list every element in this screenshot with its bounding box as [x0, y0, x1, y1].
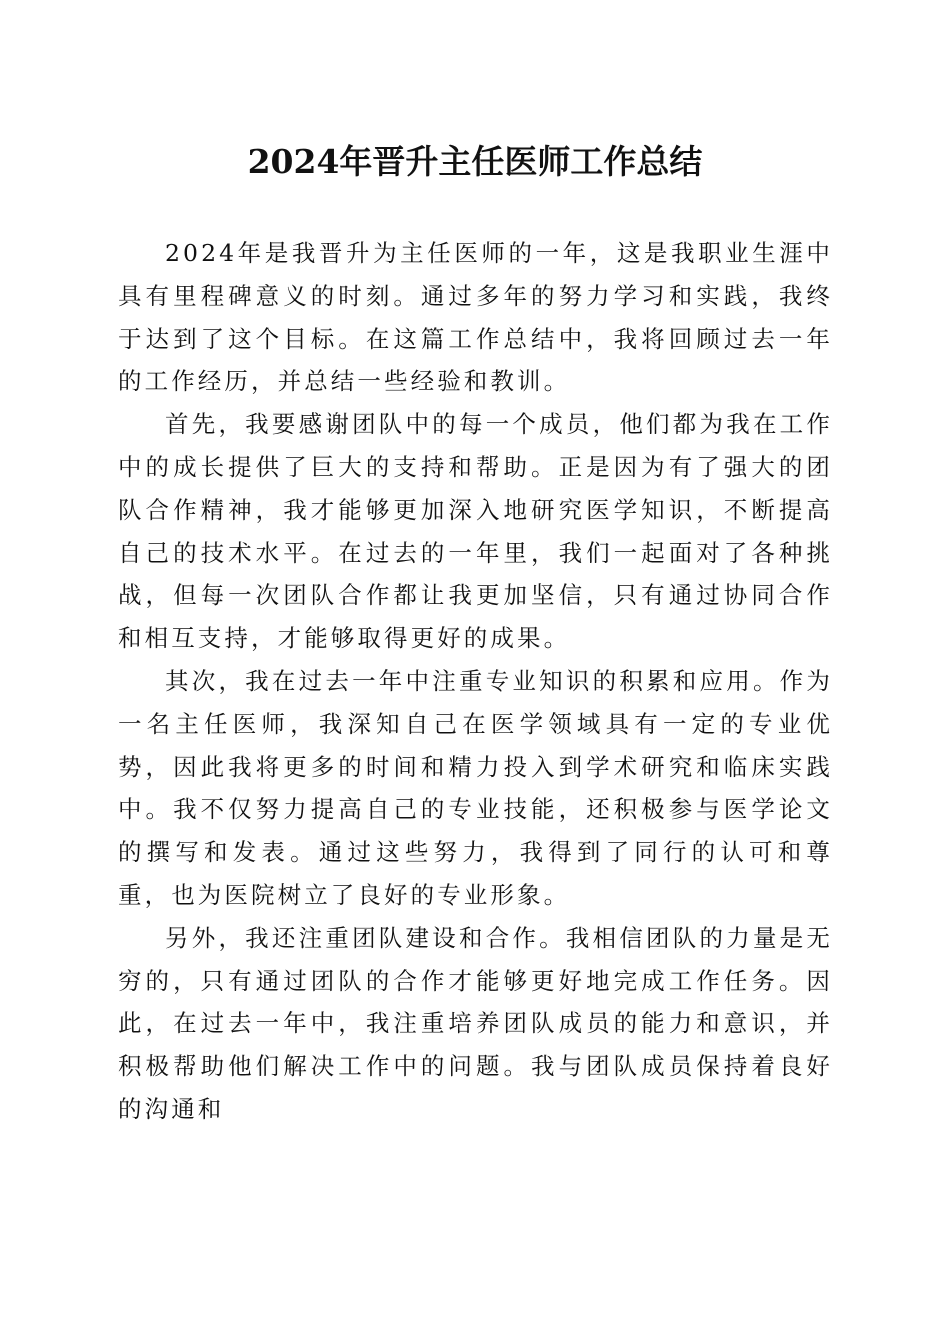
document-title: 2024年晋升主任医师工作总结 [247, 142, 703, 181]
paragraph-3: 其次，我在过去一年中注重专业知识的积累和应用。作为一名主任医师，我深知自己在医学领域具有一定的专业优势，因此我将更多的时间和精力投入到学术研究和临床实践中。我不仅努力提高自己的专业技能，还积极参与医学论文的撰写和发表。通过这些努力，我得到了同行的认可和尊重，也为医院树立了良好的专业形象。 [118, 666, 833, 909]
paragraph-4: 另外，我还注重团队建设和合作。我相信团队的力量是无穷的，只有通过团队的合作才能够更好地完成工作任务。因此，在过去一年中，我注重培养团队成员的能力和意识，并积极帮助他们解决工作中的问题。我与团队成员保持着良好的沟通和 [118, 923, 833, 1123]
paragraph-2: 首先，我要感谢团队中的每一个成员，他们都为我在工作中的成长提供了巨大的支持和帮助。正是因为有了强大的团队合作精神，我才能够更加深入地研究医学知识，不断提高自己的技术水平。在过去的一年里，我们一起面对了各种挑战，但每一次团队合作都让我更加坚信，只有通过协同合作和相互支持，才能够取得更好的成果。 [118, 410, 833, 653]
document-body [118, 232, 833, 1131]
paragraph-1: 2024年是我晋升为主任医师的一年，这是我职业生涯中具有里程碑意义的时刻。通过多年的努力学习和实践，我终于达到了这个目标。在这篇工作总结中，我将回顾过去一年的工作经历，并总结一些经验和教训。 [118, 239, 833, 396]
